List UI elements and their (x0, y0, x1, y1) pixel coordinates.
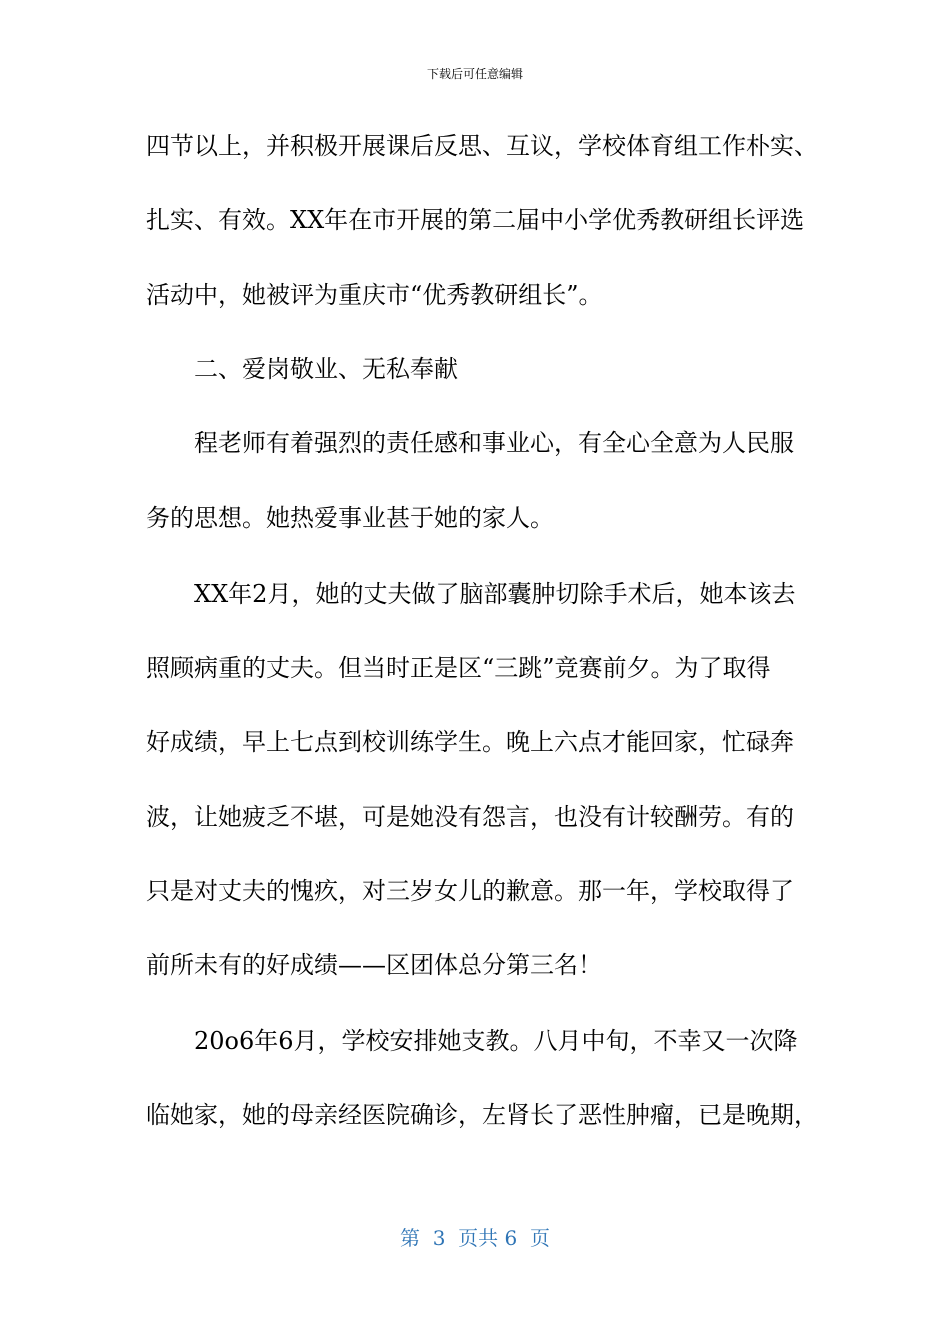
text-line: 好成绩，早上七点到校训练学生。晚上六点才能回家，忙碌奔 (146, 728, 794, 756)
text-line: 临她家，她的母亲经医院确诊，左肾长了恶性肿瘤，已是晚期， (146, 1101, 818, 1129)
text-line: 照顾病重的丈夫。但当时正是区“三跳”竞赛前夕。为了取得 (146, 654, 771, 682)
page-number: 第 3 页共 6 页 (400, 1226, 550, 1250)
section-heading: 二、爱岗敬业、无私奉献 (194, 355, 458, 383)
text-line: 20o6年6月，学校安排她支教。八月中旬，不幸又一次降 (194, 1027, 798, 1055)
text-line: 务的思想。她热爱事业甚于她的家人。 (146, 504, 554, 532)
text-line: 活动中，她被评为重庆市“优秀教研组长”。 (146, 281, 603, 309)
text-line: 只是对丈夫的愧疚，对三岁女儿的歉意。那一年，学校取得了 (146, 877, 794, 905)
text-line: 前所未有的好成绩——区团体总分第三名！ (146, 951, 602, 979)
text-line: 程老师有着强烈的责任感和事业心，有全心全意为人民服 (194, 429, 794, 457)
text-line: 波，让她疲乏不堪，可是她没有怨言，也没有计较酬劳。有的 (146, 803, 794, 831)
text-line: 四节以上，并积极开展课后反思、互议，学校体育组工作朴实、 (146, 132, 818, 160)
text-line: XX年2月，她的丈夫做了脑部囊肿切除手术后，她本该去 (194, 580, 796, 608)
text-line: 扎实、有效。XX年在市开展的第二届中小学优秀教研组长评选 (146, 206, 805, 234)
page-header: 下载后可任意编辑 (426, 67, 523, 81)
